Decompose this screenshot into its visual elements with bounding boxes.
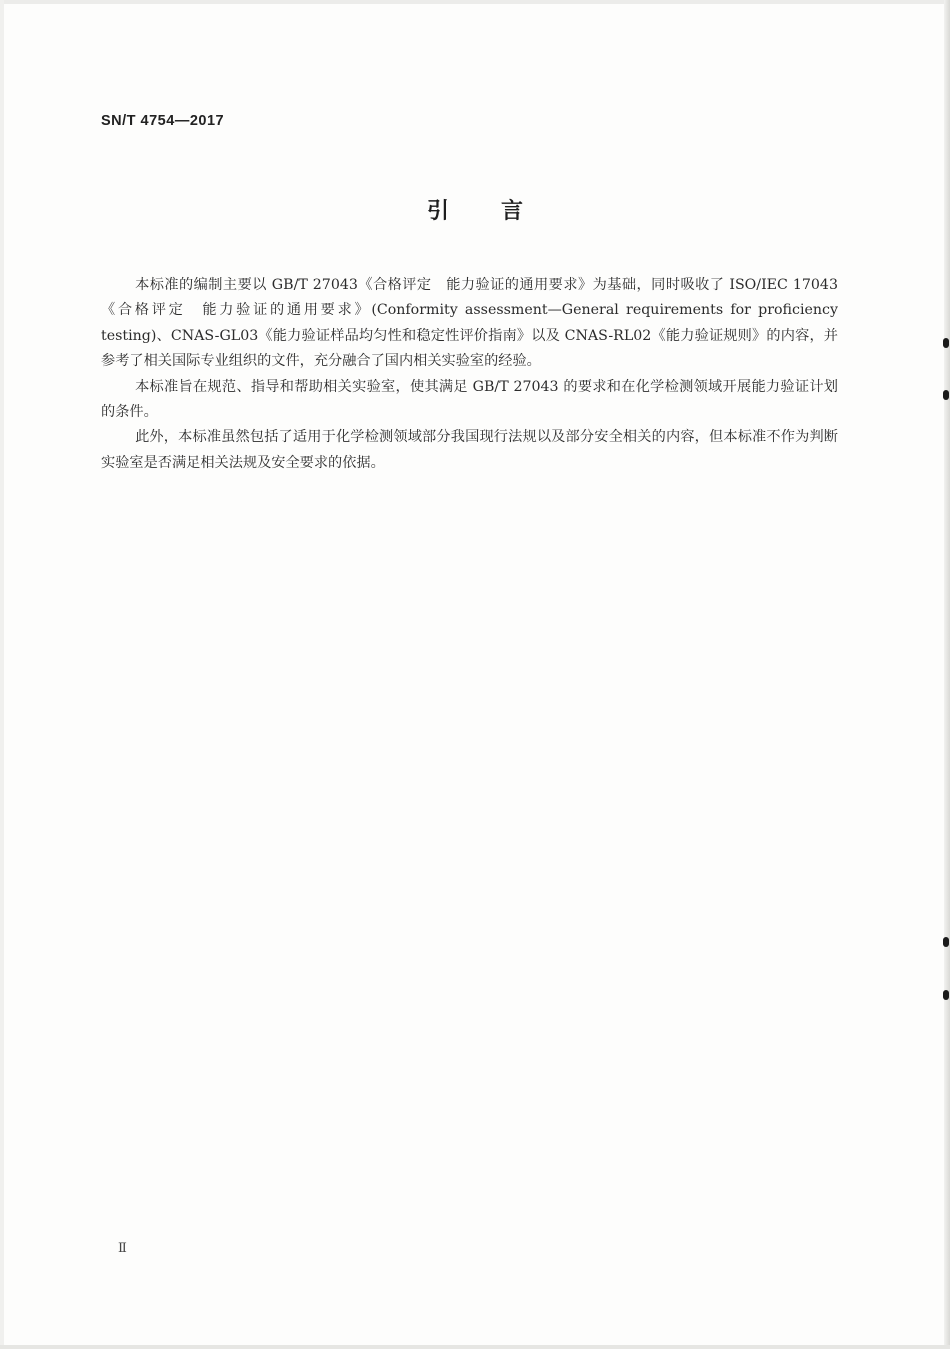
standard-code: SN/T 4754—2017 xyxy=(101,113,225,129)
scan-edge-bottom xyxy=(0,1345,950,1349)
paragraph: 此外，本标准虽然包括了适用于化学检测领域部分我国现行法规以及部分安全相关的内容，但本标准不作为判断实验室是否满足相关法规及安全要求的依据。 xyxy=(101,429,838,471)
section-title: 引言 xyxy=(426,199,575,224)
binding-hole-mark xyxy=(943,937,949,947)
introduction-body xyxy=(101,273,838,476)
binding-hole-mark xyxy=(943,390,949,400)
paragraph: 本标准旨在规范、指导和帮助相关实验室，使其满足 GB/T 27043 的要求和在化学检测领域开展能力验证计划的条件。 xyxy=(101,378,838,421)
paragraph: 本标准的编制主要以 GB/T 27043《合格评定 能力验证的通用要求》为基础，同时吸收了 ISO/IEC 17043《合格评定 能力验证的通用要求》(Conformity assessment—General requirements for proficiency testing)、CNAS-GL03《能力验证样品均匀性和稳定性评价指南》以及 CNAS-RL02《能力验证规则》的内容，并参考了相关国际专业组织的文件，充分融合了国内相关实验室的经验。 xyxy=(101,277,838,370)
scan-edge-top xyxy=(0,0,950,4)
binding-hole-mark xyxy=(943,990,949,1000)
page-number: Ⅱ xyxy=(118,1241,127,1256)
binding-hole-mark xyxy=(943,338,949,348)
